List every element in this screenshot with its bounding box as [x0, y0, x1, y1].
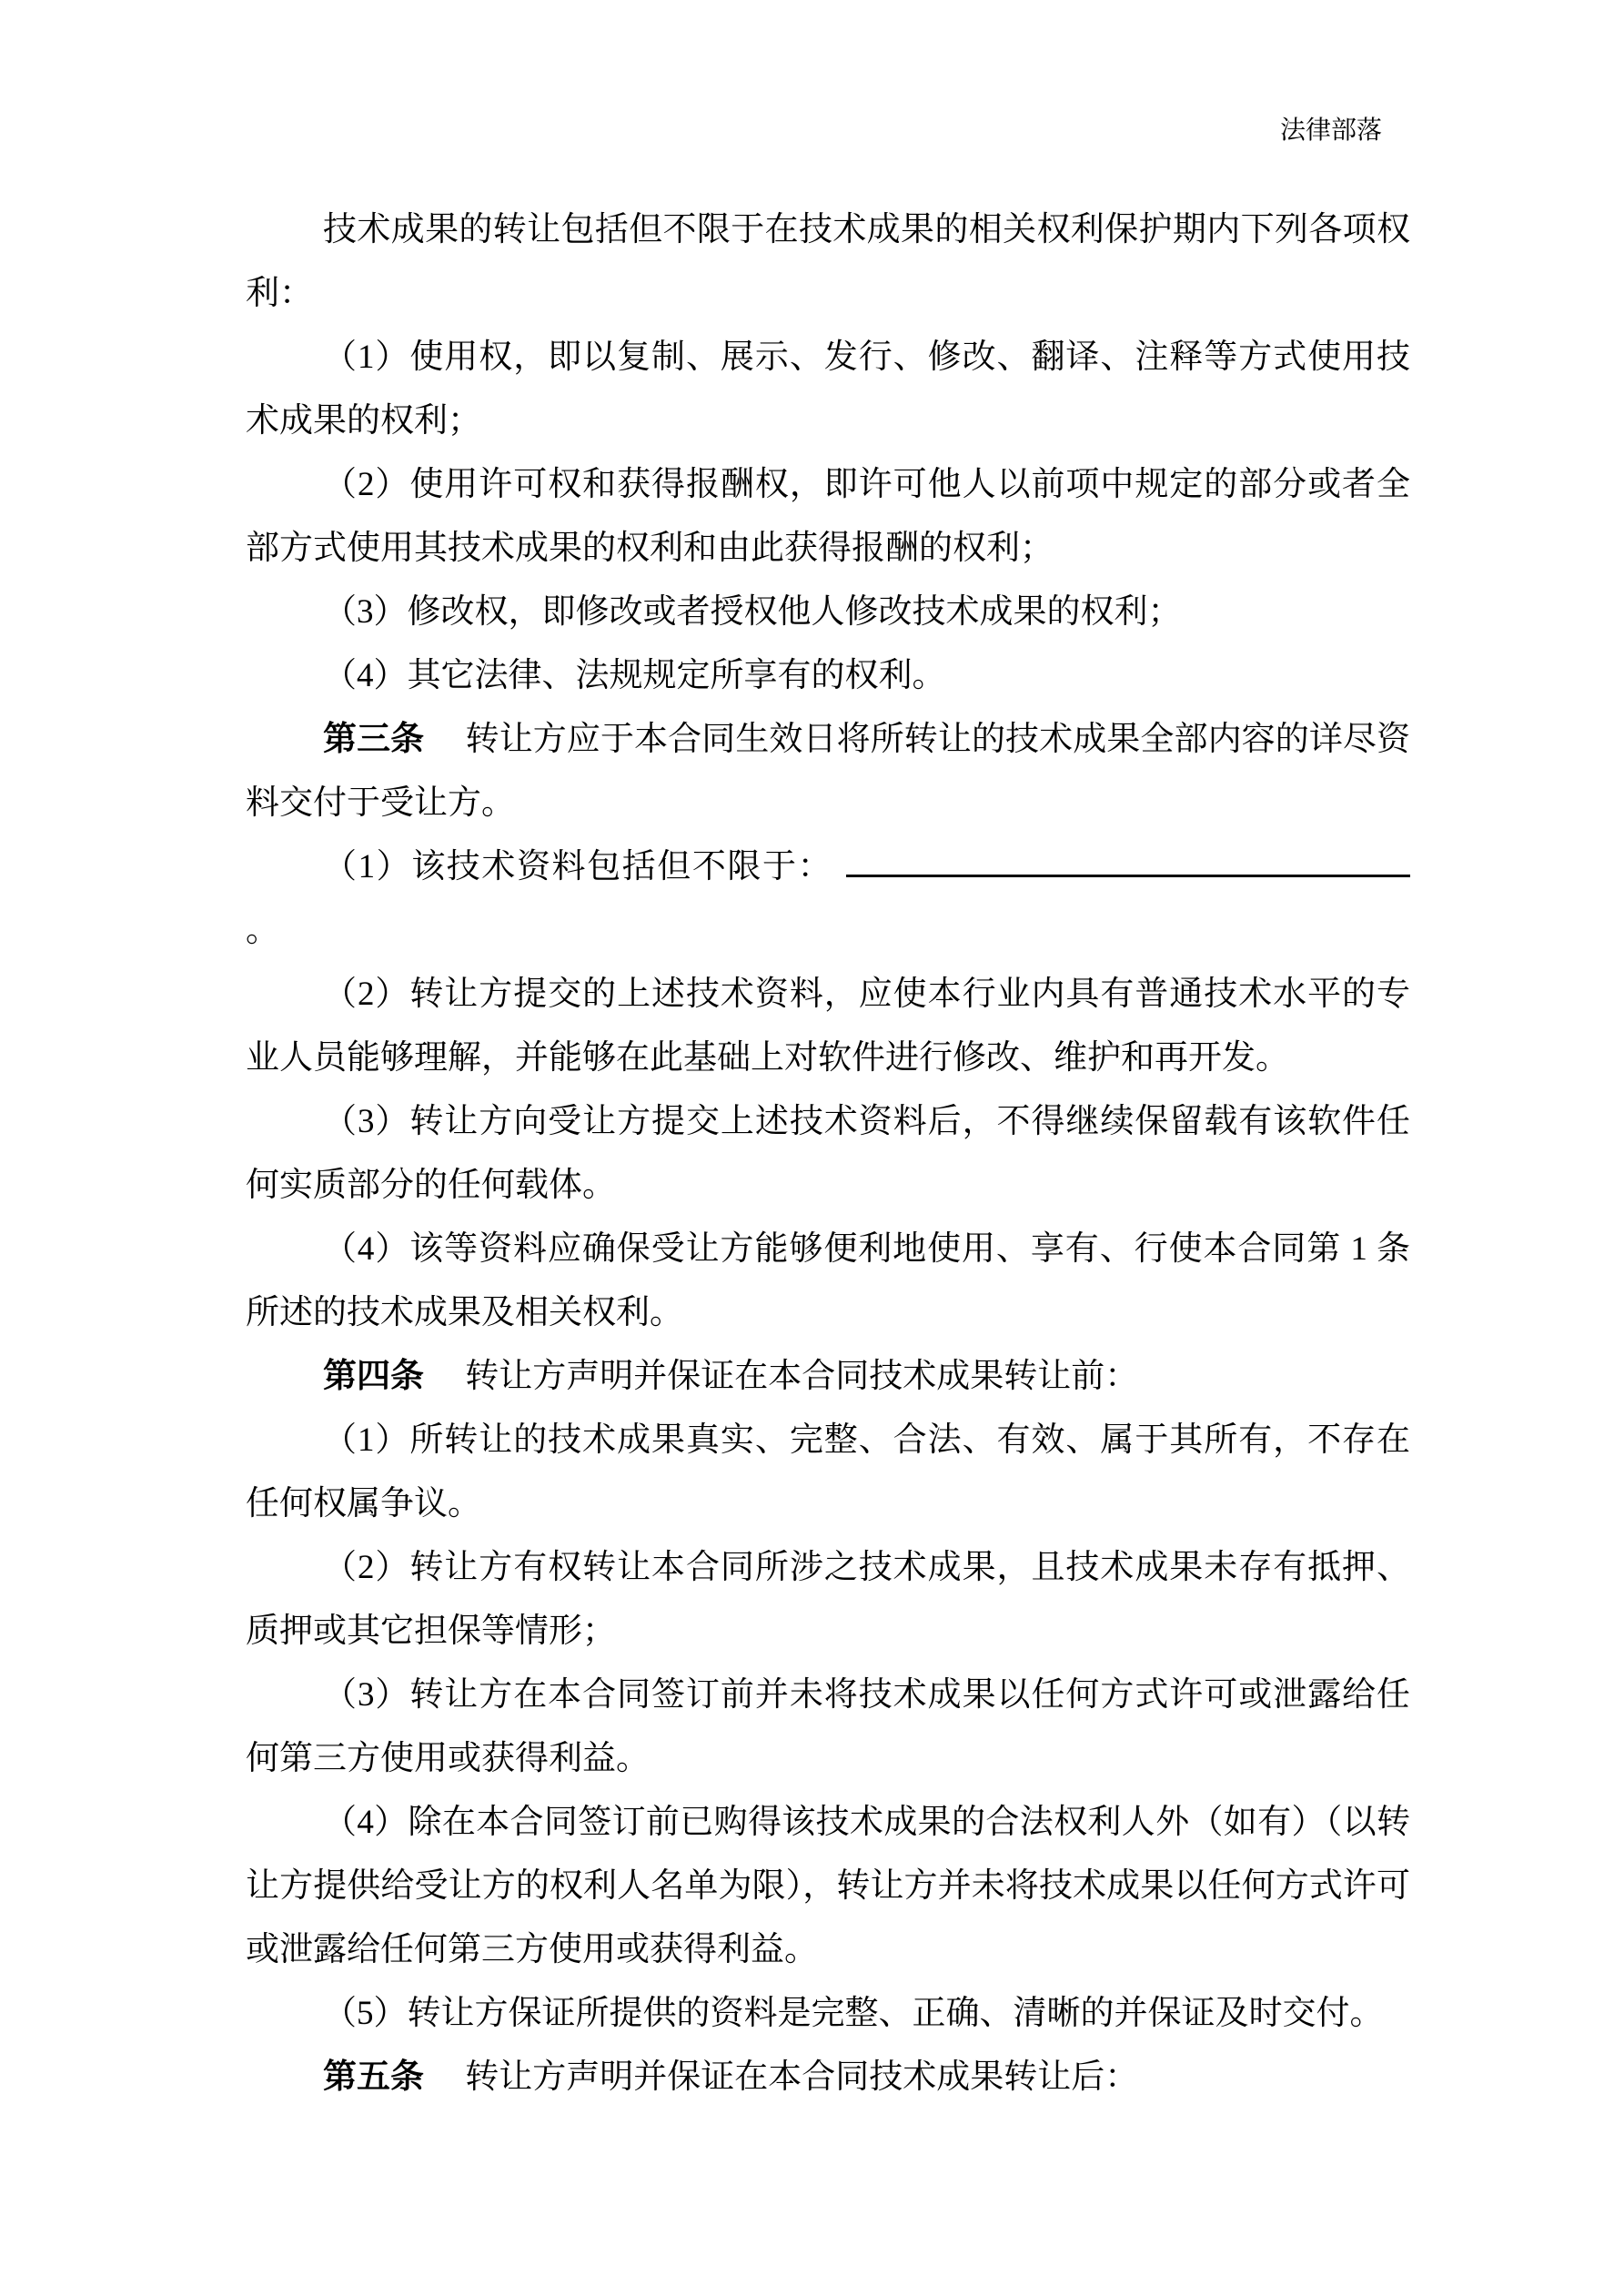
article-3-item-3: （3）转让方向受让方提交上述技术资料后，不得继续保留载有该软件任何实质部分的任何载体。: [246, 1103, 1410, 1204]
clause-item-usage-right: （1）使用权，即以复制、展示、发行、修改、翻译、注释等方式使用技术成果的权利；: [246, 339, 1410, 440]
article-5-heading: 第五条: [323, 2058, 424, 2096]
article-3-item-1: [246, 835, 1410, 963]
article-5-text: 转让方声明并保证在本合同技术成果转让后：: [465, 2058, 1139, 2096]
article-5: [246, 2046, 1410, 2109]
article-4-heading: 第四条: [323, 1358, 424, 1395]
article-3-heading: 第三条: [323, 721, 425, 758]
article-3-text: 转让方应于本合同生效日将所转让的技术成果全部内容的详尽资料交付于受让方。: [246, 721, 1411, 822]
article-4-item-1: （1）所转让的技术成果真实、完整、合法、有效、属于其所有，不存在任何权属争议。: [246, 1421, 1410, 1522]
article-4-item-3: （3）转让方在本合同签订前并未将技术成果以任何方式许可或泄露给任何第三方使用或获得利益。: [246, 1676, 1410, 1777]
clause-item-modification-right: （3）修改权，即修改或者授权他人修改技术成果的权利；: [323, 593, 1182, 631]
article-4-item-5: （5）转让方保证所提供的资料是完整、正确、清晰的并保证及时交付。: [323, 1995, 1384, 2032]
article-3-item-1-label: （1）该技术资料包括但不限于：: [323, 848, 833, 885]
contract-body: [246, 198, 1410, 2109]
article-4-item-4: （4）除在本合同签订前已购得该技术成果的合法权利人外（如有）（以转让方提供给受让方的权利人名单为限），转让方并未将技术成果以任何方式许可或泄露给任何第三方使用或获得利益。: [246, 1804, 1410, 1968]
page-header-watermark: 法律部落: [1279, 116, 1382, 145]
article-4-text: 转让方声明并保证在本合同技术成果转让前：: [465, 1358, 1139, 1395]
article-3-item-2: （2）转让方提交的上述技术资料，应使本行业内具有普通技术水平的专业人员能够理解，并能够在此基础上对软件进行修改、维护和再开发。: [246, 976, 1410, 1077]
article-3-item-4: （4）该等资料应确保受让方能够便利地使用、享有、行使本合同第 1 条所述的技术成果及相关权利。: [246, 1230, 1410, 1331]
article-4: [246, 1345, 1410, 1409]
paragraph-transfer-scope-intro: 技术成果的转让包括但不限于在技术成果的相关权利保护期内下列各项权利：: [246, 211, 1410, 312]
clause-item-license-right: （2）使用许可权和获得报酬权，即许可他人以前项中规定的部分或者全部方式使用其技术成果的权利和由此获得报酬的权利；: [246, 466, 1410, 567]
article-3: [246, 708, 1410, 835]
clause-item-other-rights: （4）其它法律、法规规定所享有的权利。: [323, 657, 946, 694]
article-3-item-1-period: 。: [246, 912, 279, 949]
fill-in-blank-underline: [846, 845, 1410, 877]
article-4-item-2: （2）转让方有权转让本合同所涉之技术成果，且技术成果未存有抵押、质押或其它担保等情形；: [246, 1549, 1410, 1650]
